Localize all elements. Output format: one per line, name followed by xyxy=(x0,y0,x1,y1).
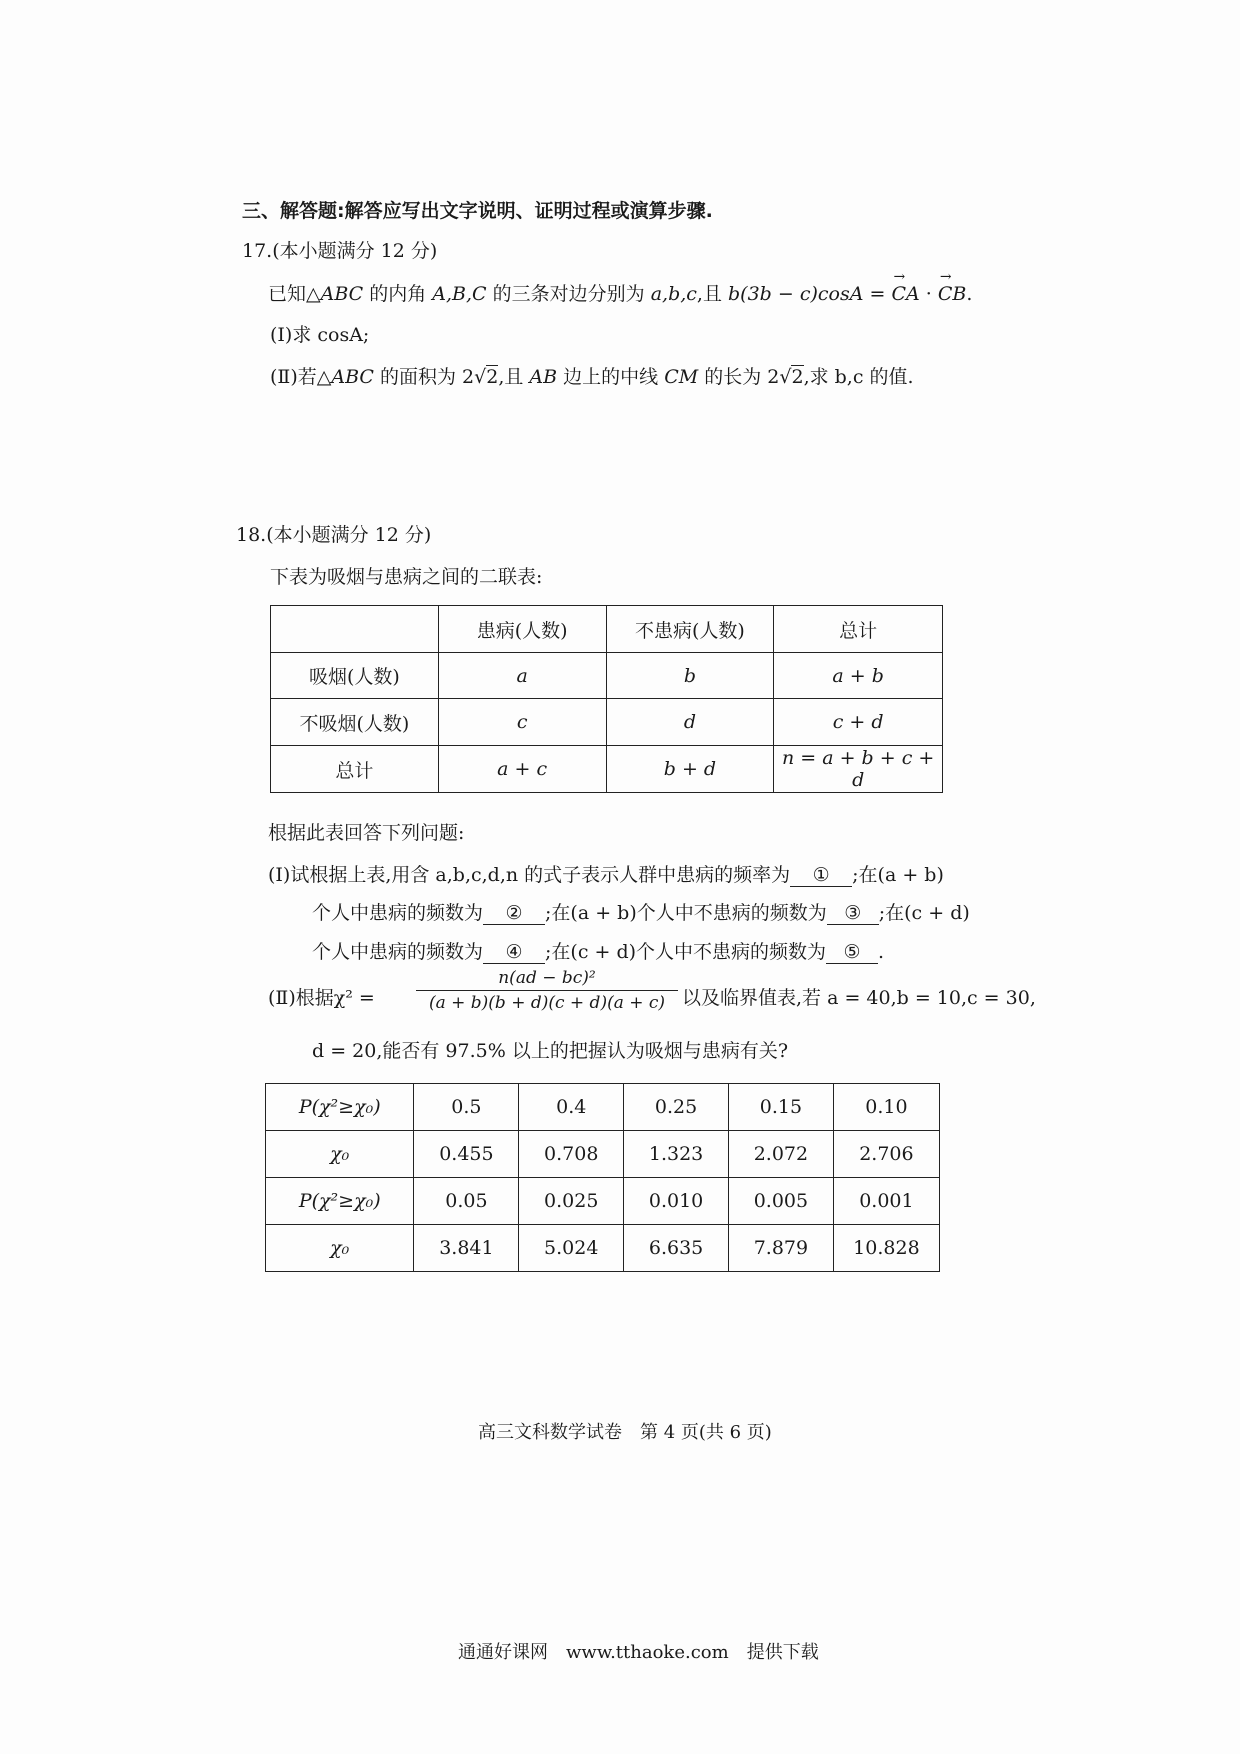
q18-intro: 下表为吸烟与患病之间的二联表: xyxy=(270,566,543,588)
table-cell: 0.25 xyxy=(624,1084,729,1131)
table-cell: 患病(人数) xyxy=(438,606,606,653)
table-row xyxy=(271,699,943,746)
table-cell: 3.841 xyxy=(414,1225,519,1272)
table-cell: 5.024 xyxy=(519,1225,624,1272)
table-row xyxy=(271,606,943,653)
table-cell: 6.635 xyxy=(624,1225,729,1272)
table-cell: n = a + b + c + d xyxy=(774,746,943,793)
table-cell: P(χ²≥χ₀) xyxy=(266,1084,414,1131)
table-cell: 不患病(人数) xyxy=(606,606,774,653)
table-cell: 0.05 xyxy=(414,1178,519,1225)
table-cell: 0.5 xyxy=(414,1084,519,1131)
table-cell: 1.323 xyxy=(624,1131,729,1178)
table-cell: 0.455 xyxy=(414,1131,519,1178)
table-cell: 总计 xyxy=(774,606,943,653)
blank-4: ④ xyxy=(483,941,545,964)
table-cell: b xyxy=(606,653,774,699)
q18-ask: 根据此表回答下列问题: xyxy=(268,822,465,844)
table-row xyxy=(266,1225,940,1272)
table-cell: 10.828 xyxy=(833,1225,939,1272)
q18-part1-line1: (Ⅰ)试根据上表,用含 a,b,c,d,n 的式子表示人群中患病的频率为 ① ;在(a + b) xyxy=(268,864,944,886)
table-row xyxy=(266,1131,940,1178)
table-cell: 吸烟(人数) xyxy=(271,653,439,699)
q18-part2-label: (Ⅱ)根据χ² = xyxy=(268,987,375,1009)
table-cell: 0.4 xyxy=(519,1084,624,1131)
table-row xyxy=(271,653,943,699)
table-cell: 0.15 xyxy=(729,1084,834,1131)
q17-part2: (Ⅱ)若△ABC 的面积为 2√2,且 AB 边上的中线 CM 的长为 2√2,求 b,c 的值. xyxy=(270,366,914,388)
source-footer: 通通好课网 www.tthaoke.com 提供下载 xyxy=(458,1642,819,1663)
q17-stem: 已知△ABC 的内角 A,B,C 的三条对边分别为 a,b,c,且 b(3b − c)cosA = → CA · → CB. xyxy=(268,279,972,306)
table-row xyxy=(266,1178,940,1225)
blank-5: ⑤ xyxy=(826,941,878,964)
page-footer: 高三文科数学试卷 第 4 页(共 6 页) xyxy=(478,1422,772,1443)
q18-part1-line3: 个人中患病的频数为 ④ ;在(c + d)个人中不患病的频数为 ⑤ . xyxy=(312,941,885,963)
chi-square-formula xyxy=(416,968,678,1013)
table-cell: c xyxy=(438,699,606,746)
table-cell: b + d xyxy=(606,746,774,793)
table-cell: 0.025 xyxy=(519,1178,624,1225)
table-cell xyxy=(271,606,439,653)
table-cell: a xyxy=(438,653,606,699)
table-cell: d xyxy=(606,699,774,746)
blank-1: ① xyxy=(790,864,852,887)
q18-heading: 18.(本小题满分 12 分) xyxy=(236,524,432,546)
table-cell: χ₀ xyxy=(266,1131,414,1178)
table-cell: 0.010 xyxy=(624,1178,729,1225)
formula-denominator: (a + b)(b + d)(c + d)(a + c) xyxy=(428,993,666,1013)
critical-value-table xyxy=(265,1083,940,1272)
q17-part1: (Ⅰ)求 cosA; xyxy=(270,324,370,346)
table-cell: a + c xyxy=(438,746,606,793)
table-row xyxy=(266,1084,940,1131)
table-cell: 2.072 xyxy=(729,1131,834,1178)
table-cell: P(χ²≥χ₀) xyxy=(266,1178,414,1225)
table-cell: 0.005 xyxy=(729,1178,834,1225)
table-cell: 2.706 xyxy=(833,1131,939,1178)
table-cell: c + d xyxy=(774,699,943,746)
table-cell: 0.10 xyxy=(833,1084,939,1131)
table-cell: χ₀ xyxy=(266,1225,414,1272)
contingency-table xyxy=(270,605,943,793)
table-cell: 0.001 xyxy=(833,1178,939,1225)
blank-2: ② xyxy=(483,902,545,925)
vector-cb: → CB xyxy=(938,283,967,305)
blank-3: ③ xyxy=(827,902,879,925)
table-cell: 0.708 xyxy=(519,1131,624,1178)
q18-part2-line2: d = 20,能否有 97.5% 以上的把握认为吸烟与患病有关? xyxy=(312,1040,789,1062)
q18-part2-text: 以及临界值表,若 a = 40,b = 10,c = 30, xyxy=(682,987,1036,1009)
table-cell: 7.879 xyxy=(729,1225,834,1272)
table-cell: a + b xyxy=(774,653,943,699)
vector-ca: → CA xyxy=(891,283,919,305)
table-row xyxy=(271,746,943,793)
q17-heading: 17.(本小题满分 12 分) xyxy=(242,240,438,262)
q18-part1-line2: 个人中患病的频数为 ② ;在(a + b)个人中不患病的频数为 ③ ;在(c + d) xyxy=(312,902,970,924)
formula-numerator: n(ad − bc)² xyxy=(416,968,678,991)
table-cell: 总计 xyxy=(271,746,439,793)
section-title: 三、解答题:解答应写出文字说明、证明过程或演算步骤. xyxy=(242,200,713,222)
table-cell: 不吸烟(人数) xyxy=(271,699,439,746)
